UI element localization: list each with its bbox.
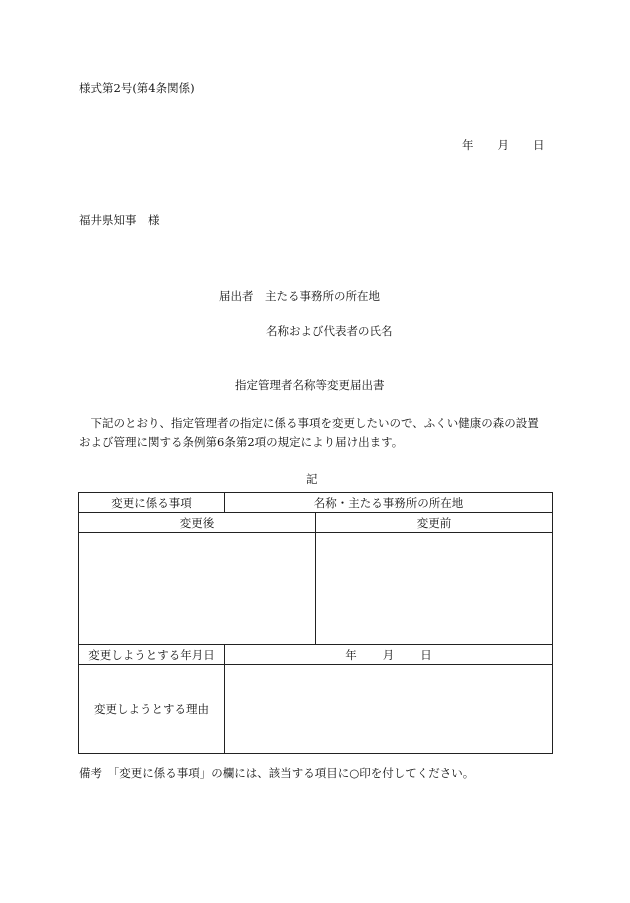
remarks: 備考 「変更に係る事項」の欄には、該当する項目に○印を付してください。 <box>79 766 475 780</box>
change-date-label: 変更しようとする年月日 <box>79 645 225 665</box>
table-row <box>79 493 553 513</box>
body-line-2: および管理に関する条例第6条第2項の規定により届け出ます。 <box>79 435 404 449</box>
notifier-address-label: 届出者 主たる事務所の所在地 <box>219 289 380 303</box>
change-date-cell[interactable] <box>225 645 553 665</box>
ki-heading: 記 <box>306 472 318 486</box>
before-change-cell[interactable] <box>316 533 553 645</box>
after-change-cell[interactable] <box>79 533 316 645</box>
notifier-name-label: 名称および代表者の氏名 <box>266 324 393 338</box>
table-row <box>79 533 553 645</box>
table-row <box>79 513 553 533</box>
change-date-year: 年 <box>345 647 357 662</box>
date-day: 日 <box>533 138 545 152</box>
before-change-label: 変更前 <box>316 513 553 533</box>
change-reason-cell[interactable] <box>225 665 553 754</box>
change-record-table <box>78 492 553 754</box>
form-number: 様式第2号(第4条関係) <box>79 81 195 95</box>
body-line-1: 下記のとおり、指定管理者の指定に係る事項を変更したいので、ふくい健康の森の設置 <box>79 416 539 430</box>
submission-date <box>462 137 545 153</box>
document-title: 指定管理者名称等変更届出書 <box>235 378 385 392</box>
table-row <box>79 645 553 665</box>
change-item-label: 変更に係る事項 <box>79 493 225 513</box>
table-row <box>79 665 553 754</box>
body-text <box>79 414 551 452</box>
change-date-month: 月 <box>382 647 395 662</box>
addressee: 福井県知事 様 <box>79 213 160 227</box>
change-reason-label: 変更しようとする理由 <box>79 665 225 754</box>
change-date-day: 日 <box>420 647 432 662</box>
date-month: 月 <box>497 138 509 152</box>
change-item-value: 名称・主たる事務所の所在地 <box>225 493 553 513</box>
date-year: 年 <box>462 138 474 152</box>
after-change-label: 変更後 <box>79 513 316 533</box>
